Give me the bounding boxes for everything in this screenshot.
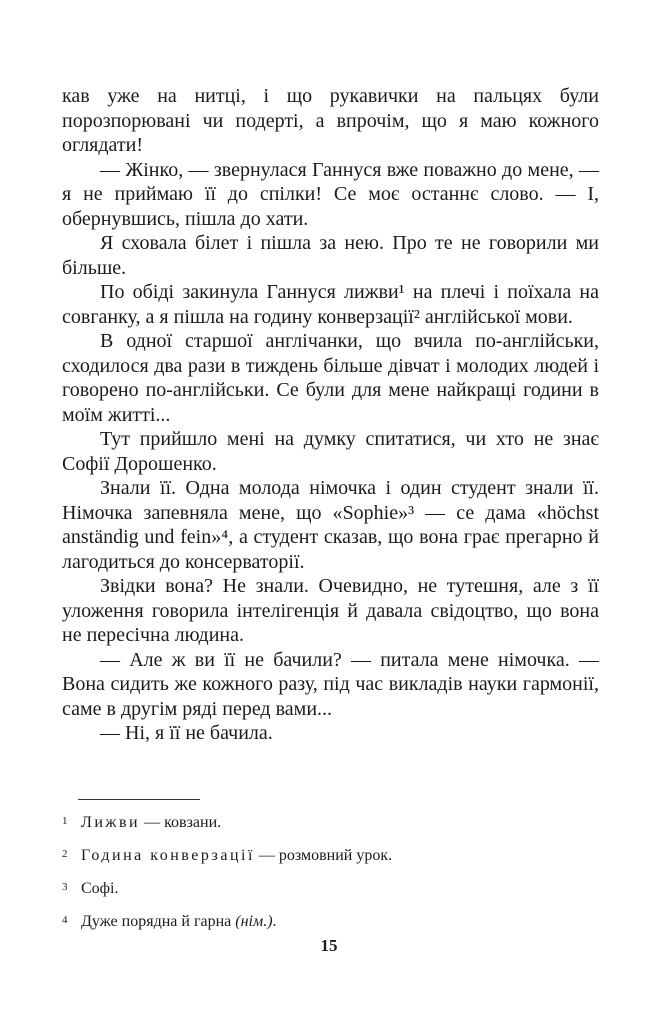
- footnote-text: Дуже порядна й гарна: [81, 913, 236, 930]
- footnote: [62, 846, 599, 866]
- footnote: [62, 879, 599, 899]
- footnote-separator: [78, 799, 200, 800]
- paragraph: Знали її. Одна молода німочка і один студент знали її. Німочка запевняла мене, що «Sophie»³ — се дама «höchst anständig und fein»⁴, а студент сказав, що вона грає прегарно й лагодиться до консерваторії.: [62, 477, 599, 573]
- footnote-marker: 1: [62, 815, 68, 827]
- paragraph: — Жінко, — звернулася Ганнуся вже поважно до мене, — я не приймаю її до спілки! Се моє останнє слово. — І, обернувшись, пішла до хати.: [62, 158, 599, 230]
- paragraph: — Ні, я її не бачила.: [100, 722, 273, 744]
- footnote-term: Лижви: [81, 814, 141, 831]
- footnote-text: Софі.: [81, 880, 119, 897]
- body-text: [62, 84, 599, 746]
- footnote-tail: .: [272, 913, 277, 930]
- footnote-marker: 4: [62, 914, 68, 926]
- footnote-marker: 2: [62, 848, 68, 860]
- paragraph: В одної старшої англічанки, що вчила по-англійськи, сходилося два рази в тиждень більше дівчат і молодих людей і говорено по-англійськи. Се були для мене найкращі години в моїм житті...: [62, 330, 599, 426]
- footnote: [62, 813, 599, 833]
- footnote-term: Година конверзації: [81, 847, 255, 864]
- paragraph: Звідки вона? Не знали. Очевидно, не тутешня, але з її уложення говорила інтелігенція й давала свідоцтво, що вона не пересічна людина.: [62, 575, 599, 646]
- footnotes-section: [62, 799, 599, 932]
- page-number: 15: [320, 936, 338, 955]
- paragraph: Я сховала білет і пішла за нею. Про те не говорили ми більше.: [62, 232, 599, 279]
- paragraph: Тут прийшло мені на думку спитатися, чи хто не знає Софії Дорошенко.: [62, 428, 599, 475]
- footnote-text: — розмовний урок.: [254, 847, 393, 864]
- footnote-italic-text: (нім.): [235, 913, 273, 930]
- footnote: [62, 912, 599, 932]
- paragraph: — Але ж ви її не бачили? — питала мене німочка. — Вона сидить же кожного разу, під час викладів науки гармонії, саме в другім ряді перед вами...: [62, 648, 599, 720]
- footnote-marker: 3: [62, 881, 68, 893]
- footnote-text: — ковзани.: [140, 814, 222, 831]
- paragraph: По обіді закинула Ганнуся лижви¹ на плечі і поїхала на совганку, а я пішла на годину конверзації² англійської мови.: [62, 281, 599, 328]
- paragraph: кав уже на нитці, і що рукавички на пальцях були порозпорювані чи подерті, а впрочім, що я маю кожного оглядати!: [62, 85, 599, 156]
